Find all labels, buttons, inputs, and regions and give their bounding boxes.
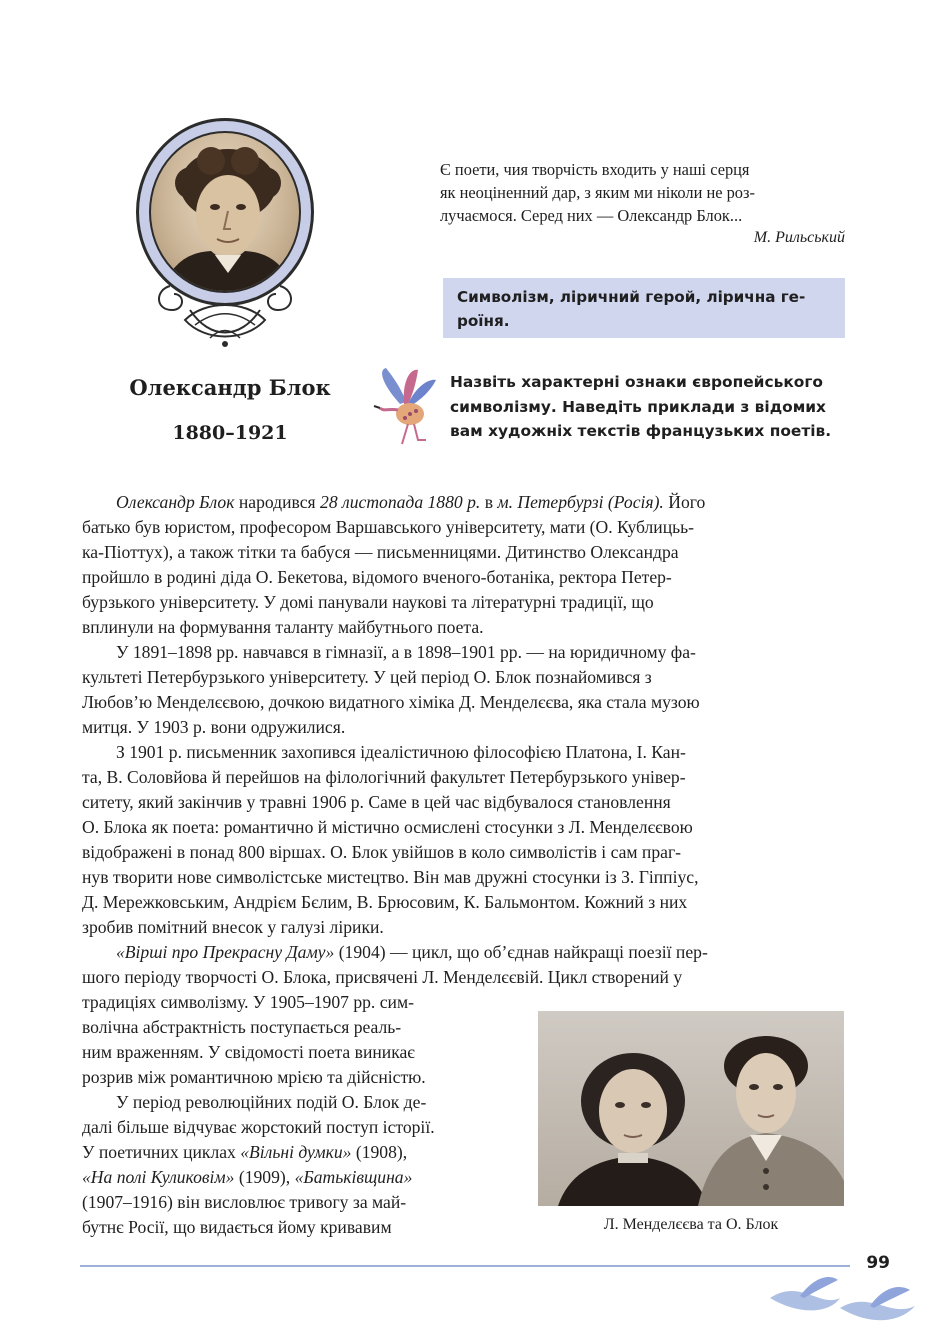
epigraph-line: лучаємося. Серед них — Олександр Блок... xyxy=(440,206,743,225)
body-line: батько був юристом, професором Варшавського університету, мати (О. Кублицьь- xyxy=(82,517,695,537)
body-line: шого періоду творчості О. Блока, присвячені Л. Менделєєвій. Цикл створений у xyxy=(82,967,683,987)
epigraph xyxy=(440,158,845,249)
keywords-box xyxy=(443,278,845,338)
body-line: та, В. Соловйова й перейшов на філологічний факультет Петербурзького універ- xyxy=(82,767,686,787)
keywords-line: Символізм, ліричний герой, лірична ге- xyxy=(457,288,806,306)
body-line: ка-Піоттух), а також тітки та бабуся — письменницями. Дитинство Олександра xyxy=(82,542,679,562)
body-line: У період революційних подій О. Блок де- xyxy=(116,1092,427,1112)
body-line: бурзького університету. У домі панували наукові та літературні традиції, що xyxy=(82,592,654,612)
footer-divider xyxy=(80,1265,850,1267)
body-line: Любов’ю Менделєєвою, дочкою видатного хіміка Д. Менделєєва, яка стала музою xyxy=(82,692,700,712)
body-line: пройшло в родині діда О. Бекетова, відомого вченого-ботаніка, ректора Петер- xyxy=(82,567,672,587)
historical-photo xyxy=(538,1011,844,1206)
portrait-image xyxy=(151,133,301,293)
keywords-line: роїня. xyxy=(457,312,510,330)
photo-image xyxy=(538,1011,844,1206)
body-line: традиціях символізму. У 1905–1907 рр. сим- xyxy=(82,992,414,1012)
body-line: У 1891–1898 рр. навчався в гімназії, а в 1898–1901 рр. — на юридичному фа- xyxy=(116,642,696,662)
poet-name: Олександр Блок xyxy=(129,375,331,400)
discussion-question xyxy=(450,370,850,444)
birds-icon xyxy=(760,1268,920,1328)
body-line: вплинули на формування таланту майбутнього поета. xyxy=(82,617,484,637)
question-line: символізму. Наведіть приклади з відомих xyxy=(450,397,826,416)
body-line: З 1901 р. письменник захопився ідеалістичною філософією Платона, І. Кан- xyxy=(116,742,686,762)
body-line: нув творити нове символістське мистецтво. Він мав дружні стосунки із З. Гіппіус, xyxy=(82,867,699,887)
body-line: (1907–1916) він висловлює тривогу за май- xyxy=(82,1192,407,1212)
body-line: Олександр Блок народився 28 листопада 1880 р. в м. Петербурзі (Росія). Його xyxy=(116,492,706,512)
question-line: вам художніх текстів французьких поетів. xyxy=(450,422,832,440)
epigraph-line: Є поети, чия творчість входить у наші серця xyxy=(440,160,750,179)
body-line: митця. У 1903 р. вони одружилися. xyxy=(82,717,346,737)
body-line: відображені в понад 800 віршах. О. Блок увійшов в коло символістів і сам праг- xyxy=(82,842,682,862)
photo-caption: Л. Менделєєва та О. Блок xyxy=(603,1216,779,1233)
epigraph-author: М. Рильський xyxy=(753,229,845,246)
body-line: зробив помітний внесок у галузі лірики. xyxy=(82,917,384,937)
body-line: далі більше відчуває жорстокий поступ історії. xyxy=(82,1117,435,1137)
body-line: ним враженням. У свідомості поета виникає xyxy=(82,1042,415,1062)
poet-years: 1880–1921 xyxy=(172,422,288,444)
crane-icon xyxy=(372,364,442,446)
body-line: «Вірші про Прекрасну Даму» (1904) — цикл, що об’єднав найкращі поезії пер- xyxy=(116,942,708,962)
body-line: У поетичних циклах «Вільні думки» (1908), xyxy=(82,1142,408,1162)
body-line: ситету, який закінчив у травні 1906 р. Саме в цей час відбувалося становлення xyxy=(82,792,671,812)
question-line: Назвіть характерні ознаки європейського xyxy=(450,373,823,391)
poet-portrait xyxy=(136,118,314,306)
epigraph-line: як неоціненний дар, з яким ми ніколи не роз- xyxy=(440,183,755,202)
body-line: розрив між романтичною мрією та дійсністю. xyxy=(82,1067,426,1087)
body-line: культеті Петербурзького університету. У цей період О. Блок познайомився з xyxy=(82,667,652,687)
body-line: О. Блока як поета: романтично й містично осмислені стосунки з Л. Менделєєвою xyxy=(82,817,693,837)
body-line: бутнє Росії, що видається йому кривавим xyxy=(82,1217,392,1237)
body-line: волічна абстрактність поступається реаль- xyxy=(82,1017,402,1037)
decorative-ornament xyxy=(150,280,300,350)
body-line: Д. Мережковським, Андрієм Бєлим, В. Брюсовим, К. Бальмонтом. Кожний з них xyxy=(82,892,688,912)
page-number: 99 xyxy=(866,1253,890,1273)
body-line: «На полі Куликовім» (1909), «Батьківщина» xyxy=(82,1167,413,1187)
